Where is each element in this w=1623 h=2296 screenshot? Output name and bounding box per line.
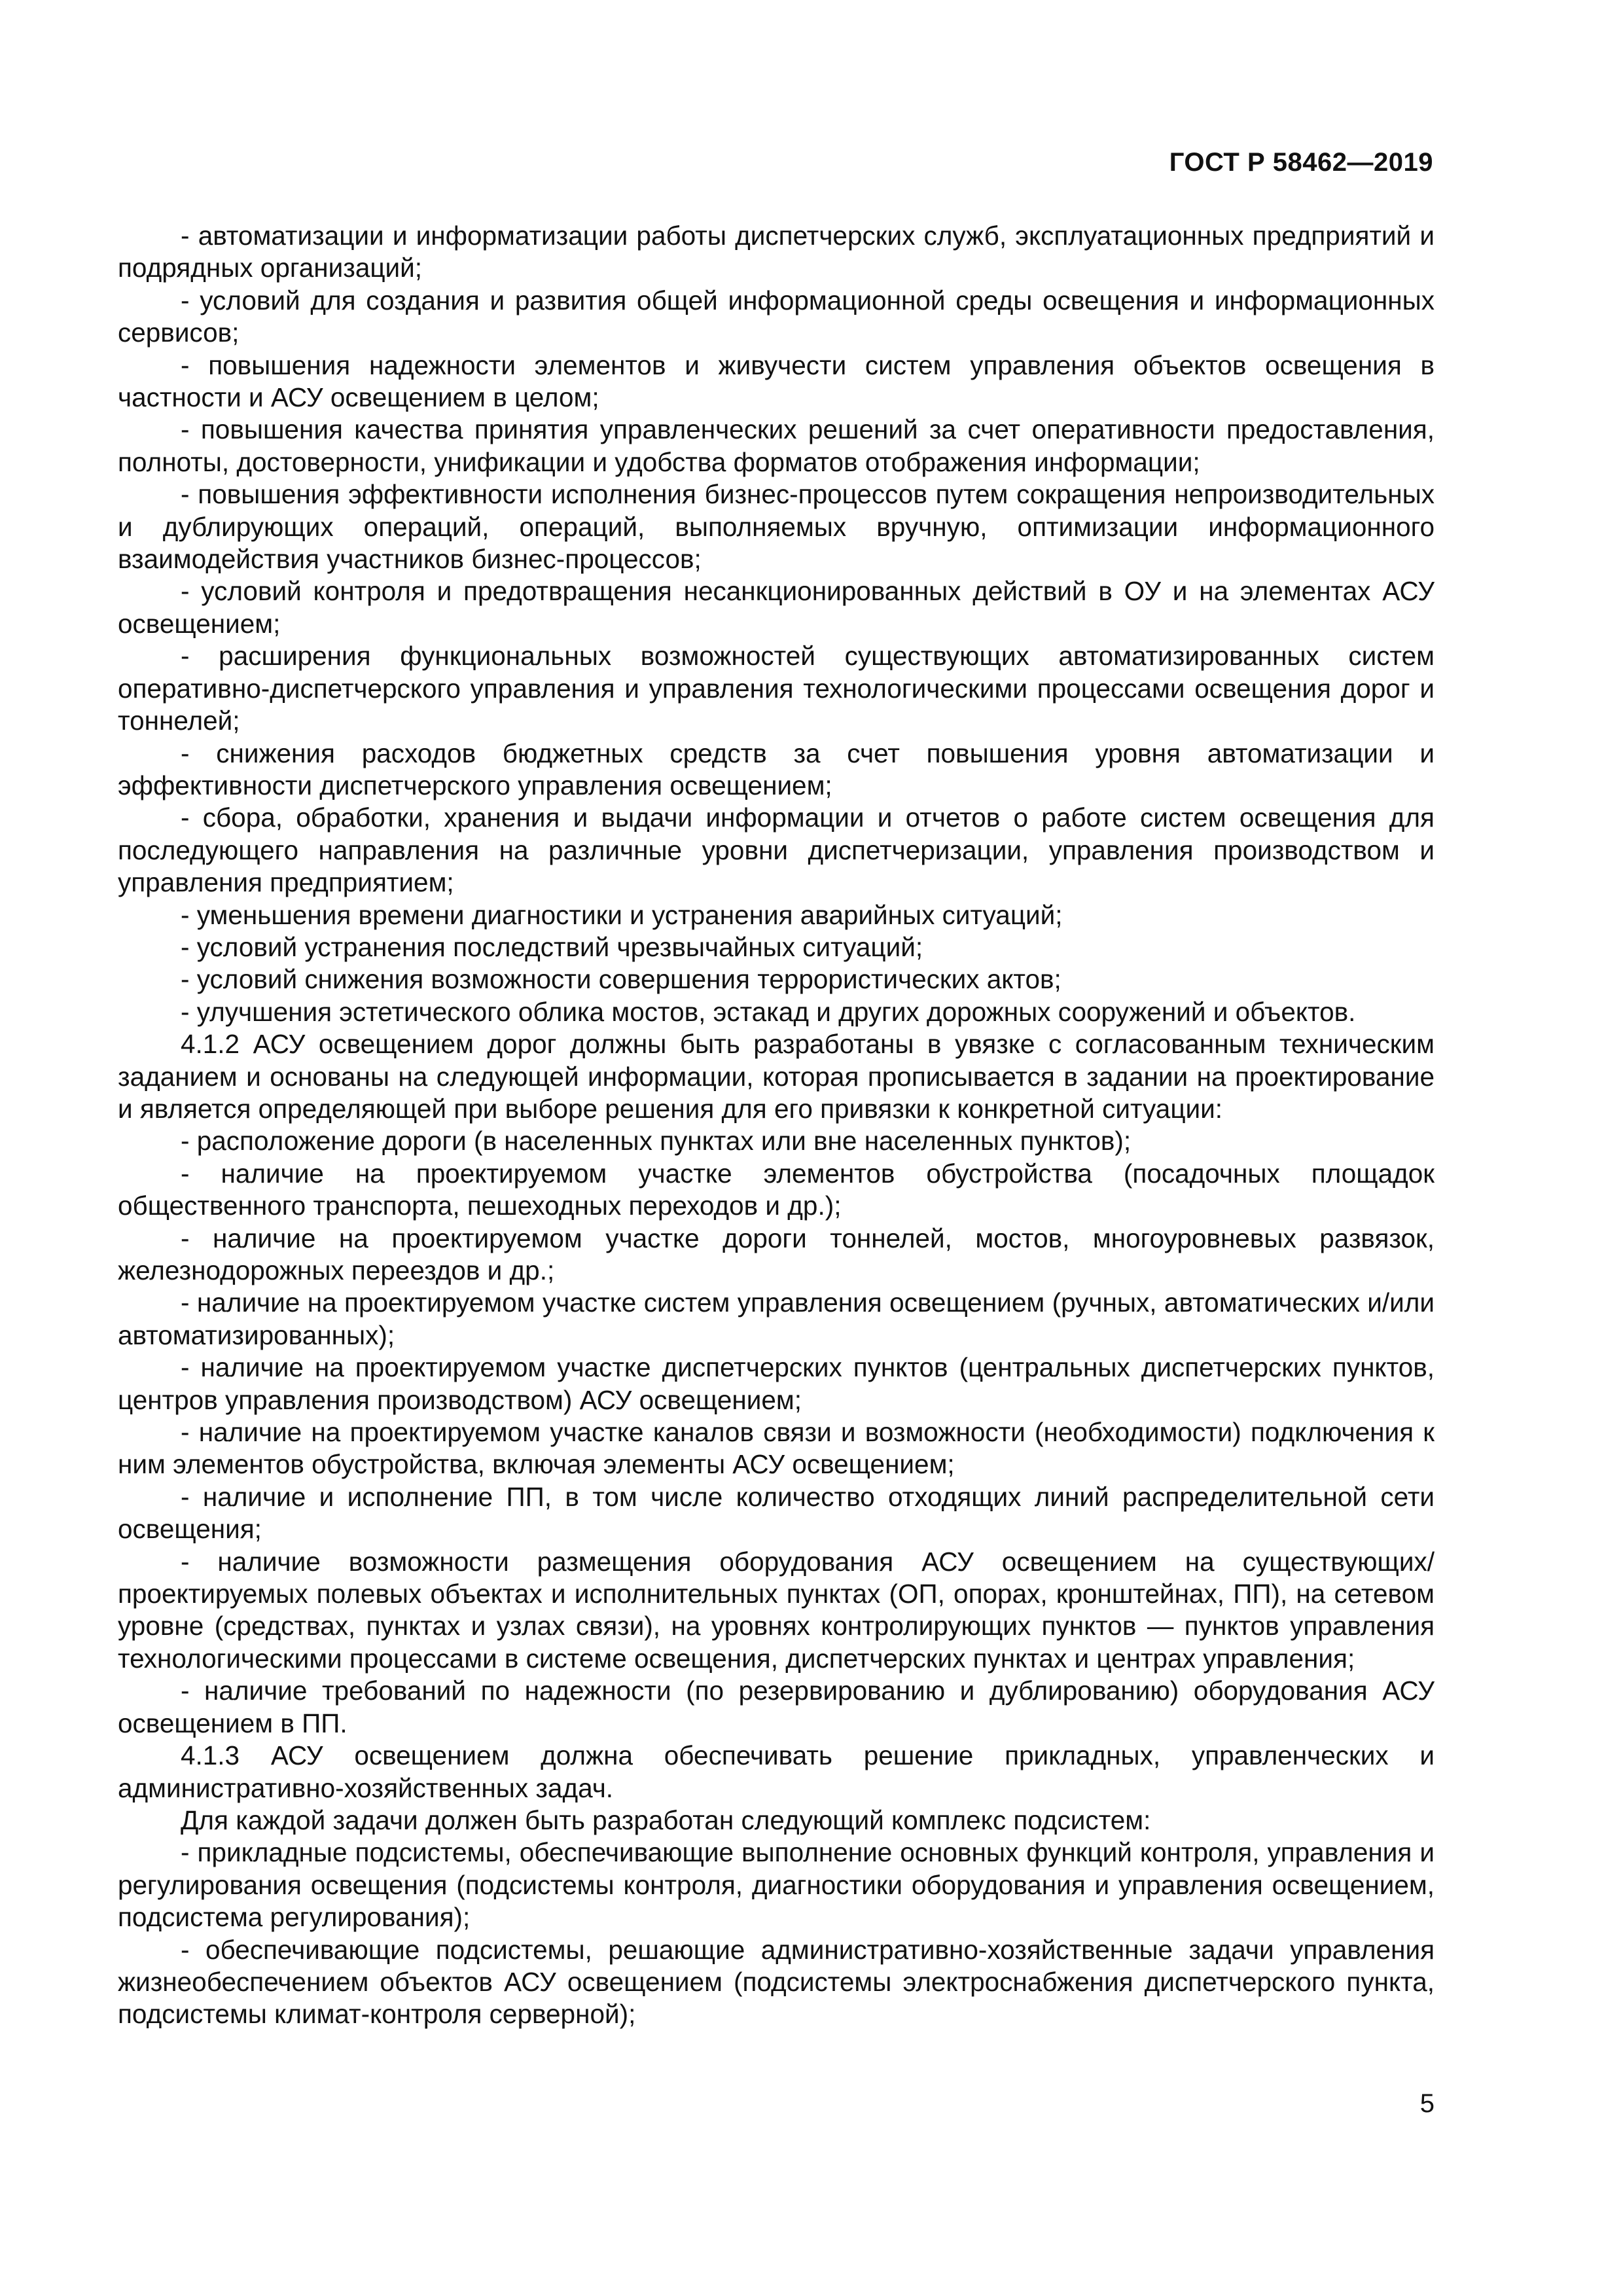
paragraph: - прикладные подсистемы, обеспечивающие выполнение основных функций контроля, управления и регулирования освещения (подсистемы контроля, диагностики оборудования и управления освещением, подсистема регулирования);: [118, 1837, 1435, 1933]
paragraph: - наличие возможности размещения оборудования АСУ освещением на существующих/проектируемых полевых объектах и исполнительных пунктах (ОП, опорах, кронштейнах, ПП), на сетевом уровне (средствах, пунктах и узлах связи), на уровнях контролирующих пунктов — пунктов управления технологическими процессами в системе освещения, диспетчерских пунктах и центрах управления;: [118, 1546, 1435, 1674]
paragraph: - наличие на проектируемом участке диспетчерских пунктов (центральных диспетчерских пунктов, центров управления производством) АСУ освещением;: [118, 1352, 1435, 1415]
document-body: [118, 220, 1435, 2031]
paragraph: - повышения эффективности исполнения бизнес-процессов путем сокращения непроизводительных и дублирующих операций, операций, выполняемых вручную, оптимизации информационного взаимодействия участников бизнес-процессов;: [118, 479, 1435, 575]
paragraph: - улучшения эстетического облика мостов, эстакад и других дорожных сооружений и объектов.: [181, 996, 1356, 1027]
paragraph: Для каждой задачи должен быть разработан следующий комплекс подсистем:: [181, 1804, 1151, 1835]
paragraph: - повышения качества принятия управленческих решений за счет оперативности предоставления, полноты, достоверности, унификации и удобства форматов отображения информации;: [118, 414, 1435, 477]
paragraph: - повышения надежности элементов и живучести систем управления объектов освещения в частности и АСУ освещением в целом;: [118, 350, 1435, 413]
paragraph: - наличие на проектируемом участке элементов обустройства (посадочных площадок общественного транспорта, пешеходных переходов и др.);: [118, 1158, 1435, 1221]
paragraph: - условий устранения последствий чрезвычайных ситуаций;: [181, 931, 923, 962]
paragraph: - снижения расходов бюджетных средств за счет повышения уровня автоматизации и эффективности диспетчерского управления освещением;: [118, 738, 1435, 800]
document-code-header: ГОСТ Р 58462—2019: [1169, 148, 1433, 177]
paragraph: - наличие на проектируемом участке каналов связи и возможности (необходимости) подключения к ним элементов обустройства, включая элементы АСУ освещением;: [118, 1417, 1435, 1480]
paragraph: - обеспечивающие подсистемы, решающие административно-хозяйственные задачи управления жизнеобеспечением объектов АСУ освещением (подсистемы электроснабжения диспетчерского пункта, подсистемы климат-контроля серверной);: [118, 1934, 1435, 2030]
paragraph: - условий контроля и предотвращения несанкционированных действий в ОУ и на элементах АСУ освещением;: [118, 576, 1435, 639]
paragraph: - наличие на проектируемом участке систем управления освещением (ручных, автоматических и/или автоматизированных);: [118, 1287, 1435, 1350]
page-number: 5: [1419, 2089, 1435, 2118]
paragraph: - наличие и исполнение ПП, в том числе количество отходящих линий распределительной сети освещения;: [118, 1481, 1435, 1545]
paragraph: - расположение дороги (в населенных пунктах или вне населенных пунктов);: [181, 1126, 1132, 1157]
paragraph: - уменьшения времени диагностики и устранения аварийных ситуаций;: [181, 899, 1063, 930]
paragraph: - автоматизации и информатизации работы диспетчерских служб, эксплуатационных предприятий и подрядных организаций;: [118, 221, 1435, 283]
section-paragraph-4-1-3: 4.1.3 АСУ освещением должна обеспечивать решение прикладных, управленческих и административно-хозяйственных задач.: [118, 1740, 1435, 1803]
paragraph: - условий для создания и развития общей информационной среды освещения и информационных сервисов;: [118, 285, 1435, 348]
paragraph: - сбора, обработки, хранения и выдачи информации и отчетов о работе систем освещения для последующего направления на различные уровни диспетчеризации, управления производством и управления предприятием;: [118, 802, 1435, 898]
section-paragraph-4-1-2: 4.1.2 АСУ освещением дорог должны быть разработаны в увязке с согласованным техническим заданием и основаны на следующей информации, которая прописывается в задании на проектирование и является определяющей при выборе решения для его привязки к конкретной ситуации:: [118, 1029, 1435, 1124]
paragraph: - наличие требований по надежности (по резервированию и дублированию) оборудования АСУ освещением в ПП.: [118, 1676, 1435, 1738]
paragraph: - расширения функциональных возможностей существующих автоматизированных систем оперативно-диспетчерского управления и управления технологическими процессами освещения дорог и тоннелей;: [118, 641, 1435, 736]
paragraph: - условий снижения возможности совершения террористических актов;: [181, 964, 1061, 995]
paragraph: - наличие на проектируемом участке дороги тоннелей, мостов, многоуровневых развязок, железнодорожных переездов и др.;: [118, 1223, 1435, 1285]
